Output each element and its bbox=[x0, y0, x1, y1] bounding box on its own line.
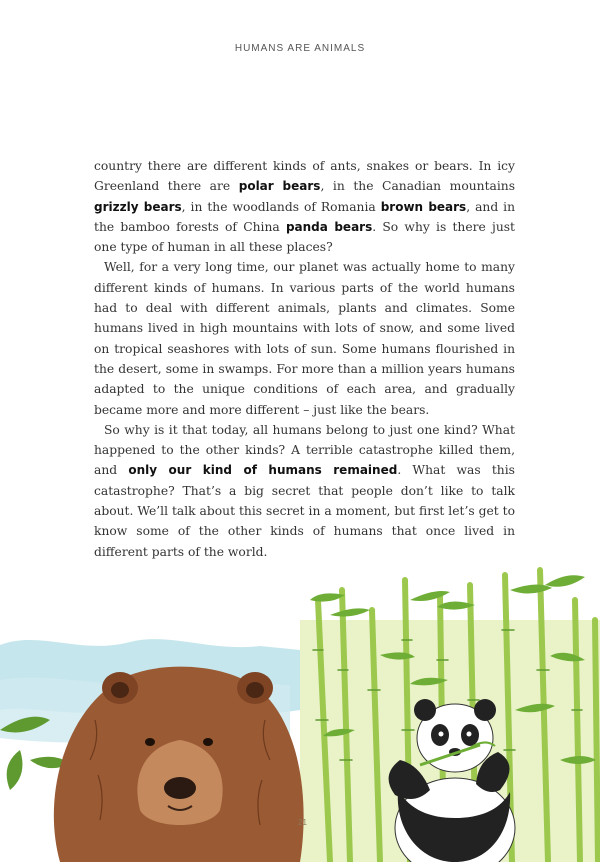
text-run: . So why is there just one type of human in all these places? bbox=[94, 219, 515, 255]
text-run: country there are different kinds of ants, snakes or bears. In icy Greenland there are bbox=[94, 159, 515, 194]
body-text bbox=[94, 156, 515, 562]
running-header: HUMANS ARE ANIMALS bbox=[234, 43, 366, 54]
text-run: . What was this catastrophe? That’s a big secret that people don’t like to talk about. We’ll talk about this secret in a moment, but first let’s get to know some of the other kinds of humans that once lived in different parts of the world. bbox=[94, 463, 515, 559]
paragraph-1 bbox=[94, 156, 515, 257]
highlighted-phrase: brown bears bbox=[380, 199, 467, 214]
text-run: Well, for a very long time, our planet was actually home to many different kinds of humans. In various parts of the world humans had to deal with different animals, plants and climates. Some humans lived in high mountains with lots of snow, and some lived on tropical seashores with lots of sun. Some humans flourished in the desert, some in swamps. For more than a million years humans adapted to the unique conditions of each area, and gradually became more and more different – just like the bears. bbox=[94, 260, 515, 417]
text-run: So why is it that today, all humans belong to just one kind? What happened to the other kinds? A terrible catastrophe killed them, and bbox=[94, 422, 515, 478]
highlighted-phrase: grizzly bears bbox=[94, 199, 182, 214]
text-run: , and in the bamboo forests of China bbox=[94, 199, 516, 234]
highlighted-phrase: polar bears bbox=[238, 179, 321, 194]
text-run: , in the Canadian mountains bbox=[320, 179, 516, 194]
bear-illustration bbox=[0, 560, 600, 862]
paragraph-2 bbox=[94, 257, 515, 419]
text-run: , in the woodlands of Romania bbox=[181, 199, 381, 214]
highlighted-phrase: panda bears bbox=[285, 219, 373, 234]
paragraph-3 bbox=[94, 420, 515, 562]
highlighted-phrase: only our kind of humans remained bbox=[128, 463, 398, 478]
page-number: 21 bbox=[298, 818, 307, 827]
